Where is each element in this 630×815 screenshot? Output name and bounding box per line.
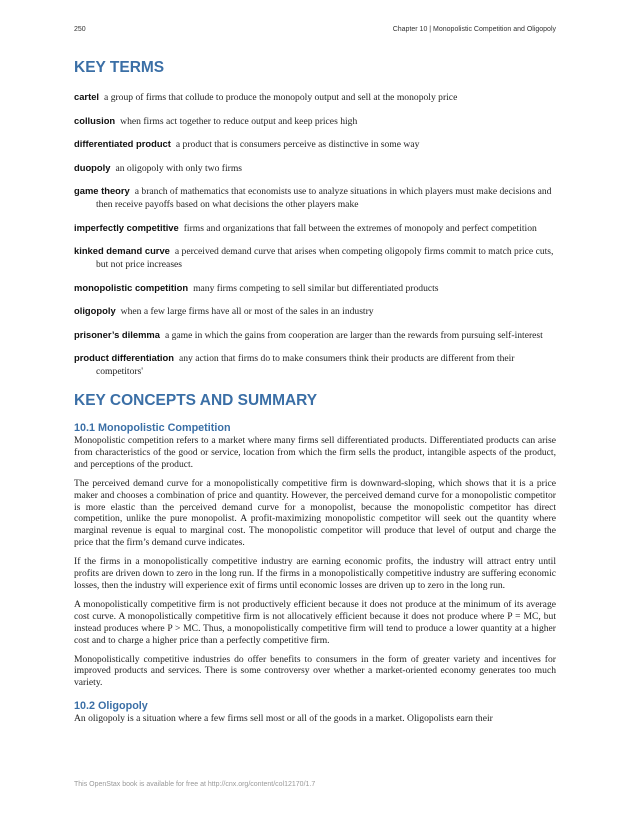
body-paragraph: Monopolistically competitive industries do offer benefits to consumers in the form of greater variety and incentives for improved products and services. There is some controversy over whether a market-oriented economy generates too much variety. [74, 653, 556, 689]
term-entry [74, 90, 556, 104]
term-definition: a product that is consumers perceive as distinctive in some way [175, 139, 420, 150]
term-definition: a game in which the gains from cooperation are larger than the rewards from pursuing self-interest [164, 329, 543, 341]
term-definition: many firms competing to sell similar but differentiated products [193, 282, 439, 294]
key-terms-list [74, 90, 556, 378]
term-definition: firms and organizations that fall between the extremes of monopoly and perfect competition [183, 222, 537, 234]
term-entry [74, 351, 556, 378]
term-entry [74, 281, 556, 295]
key-terms-heading: KEY TERMS [74, 59, 165, 76]
body-paragraph: Monopolistic competition refers to a market where many firms sell differentiated products. Differentiated products can arise from characteristics of the good or service, location from which the firm sells the product, intangible aspects of the product, and perceptions of the product. [74, 435, 556, 470]
section-heading: 10.1 Monopolistic Competition [74, 422, 231, 434]
key-concepts-heading: KEY CONCEPTS AND SUMMARY [74, 392, 318, 409]
term-word: prisoner’s dilemma [74, 328, 160, 340]
term-definition: when a few large firms have all or most of the sales in an industry [120, 306, 374, 317]
term-entry [74, 244, 556, 271]
body-paragraph: An oligopoly is a situation where a few firms sell most or all of the goods in a market. Oligopolists earn their [74, 713, 493, 725]
term-word: oligopoly [74, 305, 116, 316]
body-paragraph: The perceived demand curve for a monopolistically competitive firm is downward-sloping, which shows that it is a price maker and chooses a combination of price and quantity. However, the perceived demand curve for a monopolistic competitor is more elastic than the perceived demand curve for a monopolist, because the monopolistic competitor has direct competition, unlike the pure monopolist. A profit-maximizing monopolistic competitor will seek out the quantity where marginal revenue is equal to marginal cost. The monopolistic competitor will produce that level of output and charge the price that the firm’s demand curve indicates. [74, 477, 556, 549]
term-word: duopoly [74, 161, 111, 173]
page-number: 250 [74, 26, 86, 33]
term-definition: a branch of mathematics that economists use to analyze situations in which players must make decisions and then receive payoffs based on what decisions the other players make [96, 186, 552, 210]
term-word: kinked demand curve [74, 245, 170, 256]
term-entry [74, 184, 556, 211]
term-word: product differentiation [74, 352, 174, 363]
term-definition: an oligopoly with only two firms [115, 162, 243, 174]
section-heading: 10.2 Oligopoly [74, 700, 148, 713]
page-footer: This OpenStax book is available for free at http://cnx.org/content/col12170/1.7 [74, 781, 316, 788]
summary-section-oligopoly [74, 699, 556, 725]
term-word: collusion [74, 114, 116, 126]
body-paragraph: If the firms in a monopolistically competitive industry are earning economic profits, the industry will attract entry until profits are driven down to zero in the long run. If the firms in a monopolistically competitive industry are suffering economic losses, then the industry will experience exit of firms until economic losses are driven up to zero in the long run. [74, 556, 556, 591]
term-entry [74, 114, 556, 128]
term-word: cartel [74, 91, 100, 102]
term-word: game theory [74, 185, 130, 196]
term-word: monopolistic competition [74, 281, 189, 293]
term-entry [74, 328, 556, 342]
term-definition: a group of firms that collude to produce the monopoly output and sell at the monopoly price [104, 92, 458, 103]
term-definition: when firms act together to reduce output and keep prices high [120, 115, 358, 127]
term-entry [74, 161, 556, 175]
term-definition: any action that firms do to make consumers think their products are different from their competitors' [96, 353, 515, 377]
term-entry [74, 137, 556, 151]
term-definition: a perceived demand curve that arises when competing oligopoly firms commit to match price cuts, but not price increases [96, 246, 554, 270]
term-entry [74, 304, 556, 318]
page-content [74, 58, 556, 732]
body-paragraph: A monopolistically competitive firm is not productively efficient because it does not produce at the minimum of its average cost curve. A monopolistically competitive firm is not allocatively efficient because it does not produce where P = MC, but instead produces where P > MC. Thus, a monopolistically competitive firm will tend to produce a lower quantity at a higher cost and to charge a higher price than a perfectly competitive firm. [74, 598, 556, 646]
summary-section-monopolistic-competition [74, 421, 556, 689]
term-word: imperfectly competitive [74, 221, 179, 233]
term-word: differentiated product [74, 138, 171, 149]
chapter-title: Chapter 10 | Monopolistic Competition and Oligopoly [392, 26, 556, 33]
term-entry [74, 221, 556, 235]
